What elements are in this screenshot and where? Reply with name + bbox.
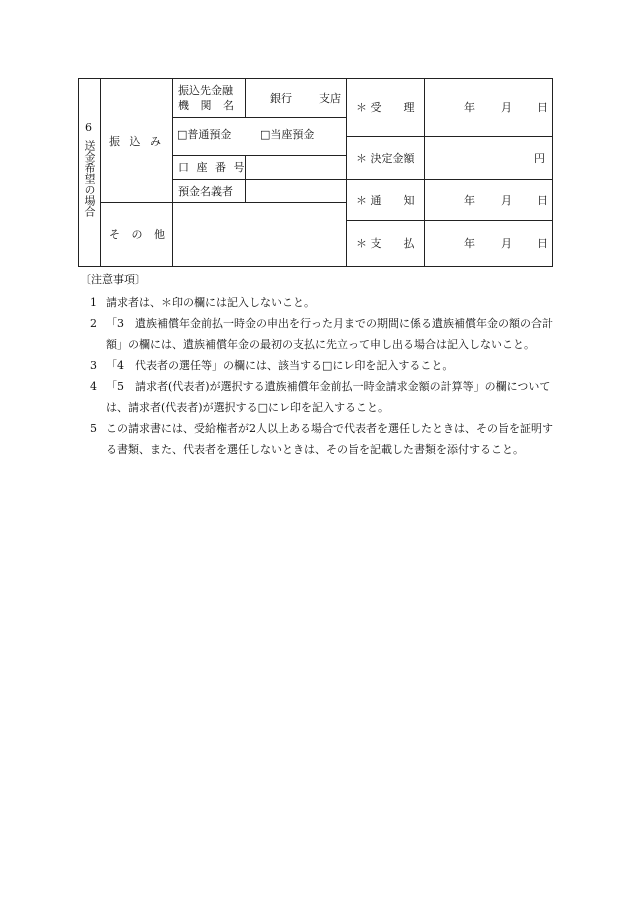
note-item: [80, 292, 560, 313]
notified-year: 年: [464, 194, 475, 207]
bank-label-line2: 機 関 名: [178, 99, 238, 112]
notified-label: ＊ 通 知: [356, 194, 415, 207]
col-line-4: [424, 78, 425, 267]
table-border-right: [552, 78, 553, 267]
note-number: 4: [90, 380, 97, 393]
account-holder-label: 預金名義者: [178, 185, 233, 198]
row-line-bank: [172, 117, 346, 118]
note-item: [80, 376, 560, 418]
row-line-notified: [346, 220, 553, 221]
note-text: 請求者は、＊印の欄には記入しないこと。: [106, 296, 315, 309]
branch-suffix: 支店: [319, 92, 341, 105]
paid-day: 日: [537, 237, 548, 250]
row-line-deposit: [172, 155, 346, 156]
note-text: 「5 請求者(代表者)が選択する遺族補償年金前払一時金請求金額の計算等」の欄については、請求者(代表者)が選択する□にレ印を記入すること。: [106, 380, 551, 414]
received-month: 月: [501, 101, 512, 114]
notified-month: 月: [501, 194, 512, 207]
paid-label: ＊ 支 払: [356, 237, 415, 250]
col-line-bank: [245, 78, 246, 117]
table-border-top: [78, 78, 553, 79]
yen-unit: 円: [534, 152, 545, 165]
note-number: 2: [90, 317, 97, 330]
table-border-left: [78, 78, 79, 267]
table-border-bottom: [78, 266, 553, 267]
paid-month: 月: [501, 237, 512, 250]
col-line-2: [172, 78, 173, 267]
other-label: そ の 他: [109, 228, 169, 241]
received-label: ＊ 受 理: [356, 101, 415, 114]
note-text: この請求書には、受給権者が2人以上ある場合で代表者を選任したときは、その旨を証明する書類、また、代表者を選任しないときは、その旨を記載した書類を添付すること。: [106, 422, 553, 456]
transfer-label: 振 込 み: [109, 135, 164, 148]
bank-label-line1: 振込先金融: [178, 84, 233, 97]
note-item: [80, 355, 560, 376]
bank-suffix: 銀行: [270, 92, 292, 105]
account-number-label: 口 座 番 号: [178, 161, 247, 174]
note-number: 1: [90, 296, 97, 309]
col-line-3: [346, 78, 347, 267]
col-line-1: [100, 78, 101, 267]
note-item: [80, 313, 560, 355]
notes-title: 〔注意事項〕: [80, 273, 146, 286]
ordinary-deposit-checkbox[interactable]: □普通預金: [177, 128, 232, 141]
section-title: 送金希望の場合: [83, 140, 96, 217]
row-line-decided: [346, 179, 553, 180]
note-text: 「3 遺族補償年金前払一時金の申出を行った月までの期間に係る遺族補償年金の額の合計額」の欄には、遺族補償年金の最初の支払に先立って申し出る場合は記入しないこと。: [106, 317, 553, 351]
note-text: 「4 代表者の選任等」の欄には、該当する□にレ印を記入すること。: [106, 359, 454, 372]
notes-section: [80, 272, 560, 460]
paid-year: 年: [464, 237, 475, 250]
note-number: 3: [90, 359, 97, 372]
received-day: 日: [537, 101, 548, 114]
note-item: [80, 418, 560, 460]
section-number: 6: [85, 121, 92, 134]
received-year: 年: [464, 101, 475, 114]
decided-amount-label: ＊ 決定金額: [356, 152, 415, 165]
transfer-form-table: [78, 78, 553, 267]
current-deposit-checkbox[interactable]: □当座預金: [260, 128, 315, 141]
row-line-other: [100, 202, 346, 203]
notified-day: 日: [537, 194, 548, 207]
row-line-account: [172, 179, 346, 180]
row-line-received: [346, 136, 553, 137]
note-number: 5: [90, 422, 97, 435]
